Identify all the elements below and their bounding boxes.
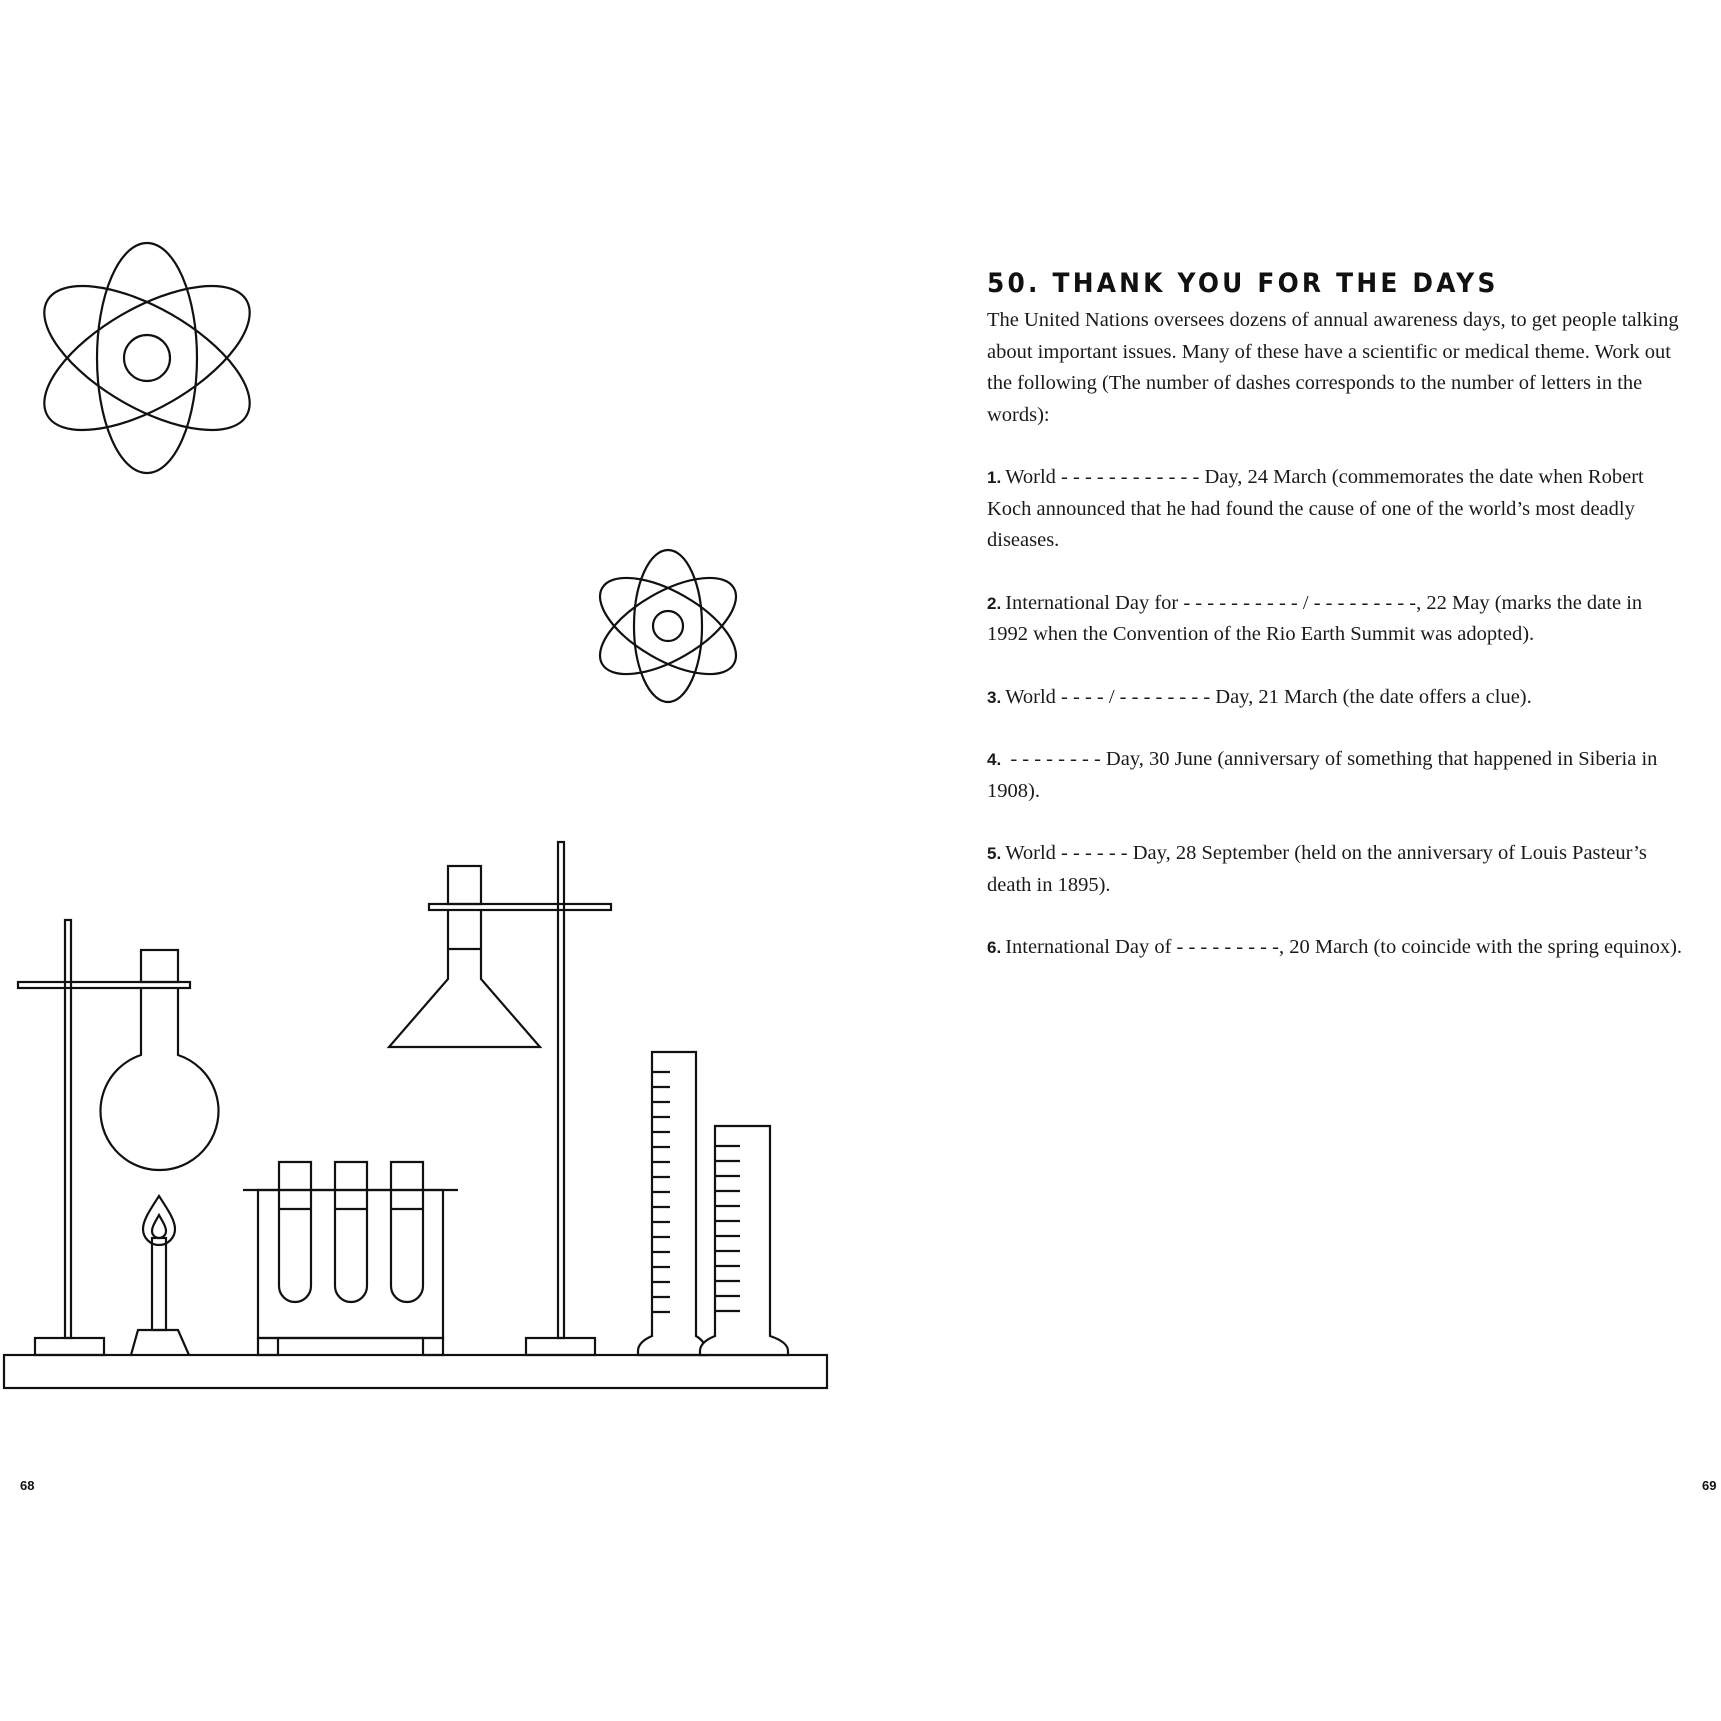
retort-stand-icon xyxy=(18,920,190,1355)
item-text: - - - - - - - - Day, 30 June (anniversary of something that happened in Siberia in 1908). xyxy=(987,748,1658,802)
item-text: World - - - - - - Day, 28 September (held on the anniversary of Louis Pasteur’s death in 1895). xyxy=(987,842,1647,896)
lab-bench xyxy=(4,1355,827,1388)
puzzle-section xyxy=(987,268,1687,995)
puzzle-item xyxy=(987,744,1687,807)
measuring-cylinder-icon xyxy=(700,1126,788,1355)
conical-flask-icon xyxy=(389,866,540,1047)
puzzle-title: 50. THANK YOU FOR THE DAYS xyxy=(987,268,1499,299)
item-number: 6. xyxy=(987,938,1002,957)
item-number: 4. xyxy=(987,750,1002,769)
puzzle-item xyxy=(987,838,1687,901)
page-number-right: 69 xyxy=(1702,1478,1717,1493)
puzzle-intro: The United Nations oversees dozens of annual awareness days, to get people talking about important issues. Many of these have a scientific or medical theme. Work out the following (The number of dashes corresponds to the number of letters in the words): xyxy=(987,309,1679,426)
puzzle-item xyxy=(987,682,1687,714)
atom-icon xyxy=(585,550,751,702)
bunsen-burner-icon xyxy=(131,1196,189,1355)
puzzle-item xyxy=(987,588,1687,651)
page-number-left: 68 xyxy=(20,1478,35,1493)
item-number: 2. xyxy=(987,593,1002,613)
measuring-cylinder-icon xyxy=(638,1052,706,1355)
puzzle-item xyxy=(987,462,1687,557)
item-number: 5. xyxy=(987,844,1002,863)
item-number: 1. xyxy=(987,468,1002,487)
retort-stand-icon xyxy=(429,842,611,1355)
item-text: World - - - - - - - - - - - - Day, 24 March (commemorates the date when Robert Koch announced that he had found the cause of one of the world’s most deadly diseases. xyxy=(987,466,1644,551)
item-number: 3. xyxy=(987,687,1002,707)
test-tube-rack-icon xyxy=(243,1162,458,1355)
item-text: International Day of - - - - - - - - -, 20 March (to coincide with the spring equinox). xyxy=(1005,936,1683,958)
item-text: World - - - - / - - - - - - - - Day, 21 March (the date offers a clue). xyxy=(1005,685,1532,708)
puzzle-item xyxy=(987,932,1687,964)
item-text: International Day for - - - - - - - - - - / - - - - - - - - -, 22 May (marks the date in 1992 when the Convention of the Rio Earth Summit was adopted). xyxy=(987,591,1643,645)
atom-icon xyxy=(22,243,271,473)
